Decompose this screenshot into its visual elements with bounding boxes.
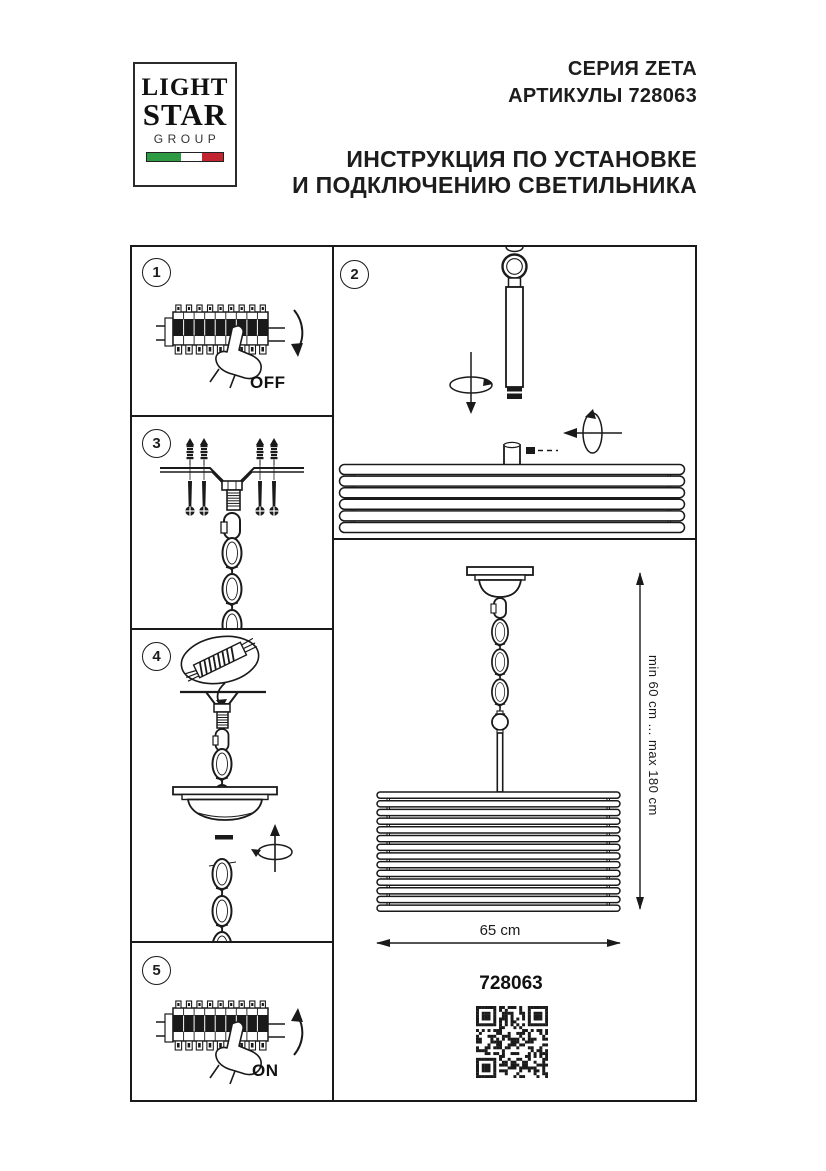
- step-5-panel: [132, 943, 332, 1100]
- shade-socket-icon: [504, 442, 520, 465]
- step-4-badge: 4: [142, 642, 171, 671]
- instruction-title-line1: ИНСТРУКЦИЯ ПО УСТАНОВКЕ: [346, 146, 697, 172]
- flag-green-segment: [147, 153, 181, 161]
- hanging-rod-icon: [503, 247, 527, 399]
- step-2-panel: [334, 247, 695, 538]
- step-3-badge: 3: [142, 429, 171, 458]
- width-label: 65 cm: [479, 922, 521, 939]
- canopy-icon: [173, 787, 277, 820]
- step-4-panel: [132, 630, 332, 941]
- arrow-down-icon: [291, 310, 303, 357]
- screw-slot-mark: [215, 835, 233, 840]
- instruction-title-line2: И ПОДКЛЮЧЕНИЮ СВЕТИЛЬНИКА: [292, 172, 697, 198]
- logo-word-light: LIGHT: [141, 74, 229, 101]
- flag-red-segment: [202, 153, 223, 161]
- ball-joint-icon: [492, 711, 508, 733]
- ceiling-bracket-icon: [180, 692, 266, 728]
- logo-word-group: GROUP: [153, 132, 221, 146]
- chain-icon: [491, 598, 508, 714]
- instruction-diagram-grid: [130, 245, 697, 1102]
- logo-word-star: STAR: [142, 97, 228, 132]
- rotation-arrow-down-icon: [450, 352, 493, 414]
- assembled-lamp-panel: [334, 540, 695, 1100]
- wall-anchors-icon: [186, 438, 278, 480]
- rotation-arrow-left-icon: [563, 409, 622, 453]
- breaker-toggle-band: [173, 1015, 268, 1032]
- off-label: OFF: [250, 373, 286, 392]
- article-number-label: 728063: [479, 973, 543, 994]
- chain-icon-lower: [209, 859, 236, 941]
- lightstar-logo: [133, 62, 237, 187]
- arrow-up-icon: [291, 1008, 303, 1055]
- on-label: ON: [252, 1061, 279, 1080]
- wiring-detail-balloon: [178, 631, 263, 709]
- qr-code: [476, 1006, 548, 1078]
- rod-and-shade-illustration: [334, 247, 695, 538]
- screw-insert-icon: [526, 447, 558, 454]
- mounting-bracket-icon: [160, 468, 304, 510]
- canopy-icon: [467, 567, 533, 597]
- italian-flag-icon: [146, 152, 224, 162]
- article-title: АРТИКУЛЫ 728063: [508, 85, 697, 107]
- canopy-mounting-illustration: [132, 630, 332, 941]
- breaker-toggle-band: [173, 319, 268, 336]
- rod-icon: [497, 733, 502, 792]
- rotation-arrow-icon: [251, 824, 292, 872]
- step-2-badge: 2: [340, 260, 369, 289]
- step-5-badge: 5: [142, 956, 171, 985]
- flag-white-segment: [181, 153, 202, 161]
- chain-icon: [221, 513, 242, 628]
- series-title: СЕРИЯ ZETA: [567, 58, 697, 80]
- ribbed-shade-icon: [377, 792, 620, 911]
- step-1-badge: 1: [142, 258, 171, 287]
- step-3-panel: [132, 417, 332, 628]
- ribbed-shade-icon: [340, 465, 685, 533]
- height-range-label: min 60 cm ... max 180 cm: [646, 654, 661, 816]
- width-dimension-arrow: [376, 939, 621, 947]
- header-text: [292, 56, 697, 198]
- step-1-panel: [132, 247, 332, 415]
